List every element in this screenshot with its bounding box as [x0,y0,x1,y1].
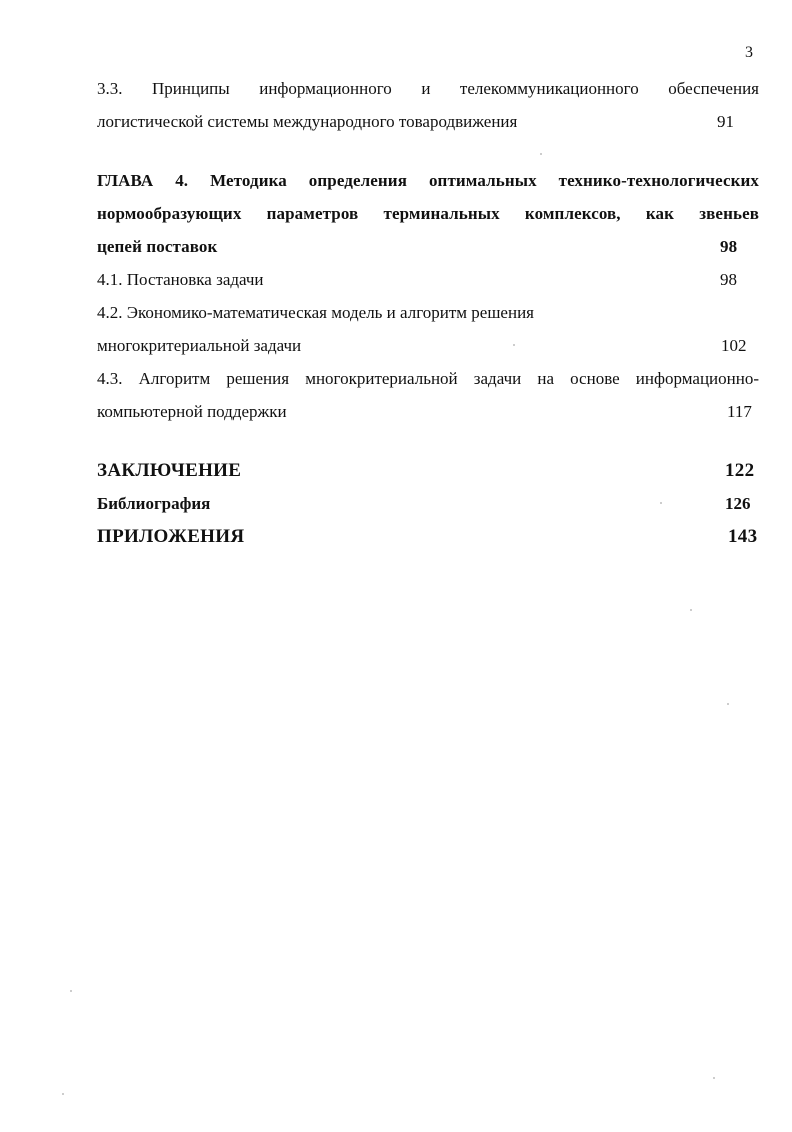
page-number: 3 [745,44,753,61]
toc-conclusion-page: 122 [725,460,755,481]
toc-chapter-4-title-line2: нормообразующих параметров терминальных комплексов, как звеньев [97,204,759,223]
toc-appendices-page: 143 [728,526,758,547]
toc-chapter-4-title-text: цепей поставок [97,237,218,256]
scan-speck [513,344,515,346]
toc-entry-4-3-page: 117 [727,402,752,421]
scan-speck [540,153,542,155]
toc-entry-3-3-page: 91 [717,112,734,131]
toc-chapter-4-title-line1: ГЛАВА 4. Методика определения оптимальных технико-технологических [97,171,759,190]
toc-entry-4-3 [97,362,759,428]
toc-chapter-4-page: 98 [720,237,738,256]
toc-entry-3-3-title-text: логистической системы международного товародвижения [97,112,518,131]
scan-speck [727,703,729,705]
toc-entry-3-3-title-line2 [97,105,759,138]
toc-bibliography-page: 126 [725,494,751,513]
toc-chapter-4-title-line3 [97,230,759,263]
toc-appendices-title: ПРИЛОЖЕНИЯ [97,526,245,547]
toc-entry-4-3-title-line1: 4.3. Алгоритм решения многокритериальной задачи на основе информационно- [97,369,759,388]
toc-conclusion-title: ЗАКЛЮЧЕНИЕ [97,460,242,481]
toc-entry-4-2-title-text: многокритериальной задачи [97,336,302,355]
toc-bibliography-title: Библиография [97,494,211,513]
toc-entry-3-3 [97,72,759,138]
toc-entry-4-2-title-line2 [97,329,759,362]
spacer [97,138,759,164]
toc-entry-4-2-title-line1: 4.2. Экономико-математическая модель и алгоритм решения [97,303,534,322]
toc-appendices [97,520,759,553]
toc-entry-4-1-page: 98 [720,270,737,289]
toc-entry-4-3-title-text: компьютерной поддержки [97,402,287,421]
spacer [97,428,759,454]
toc-chapter-4 [97,164,759,263]
toc-entry-3-3-title-line1: 3.3. Принципы информационного и телекоммуникационного обеспечения [97,79,759,98]
scan-speck [713,1077,715,1079]
toc-entry-4-3-title-line2 [97,395,759,428]
toc-entry-4-2-page: 102 [721,336,747,355]
scan-speck [62,1093,64,1095]
scan-speck [70,990,72,992]
table-of-contents [97,72,759,553]
toc-entry-4-2 [97,296,759,362]
scan-speck [690,609,692,611]
toc-entry-4-1-title: 4.1. Постановка задачи [97,270,264,289]
toc-entry-4-1 [97,263,759,296]
scan-speck [660,502,662,504]
toc-conclusion [97,454,759,487]
